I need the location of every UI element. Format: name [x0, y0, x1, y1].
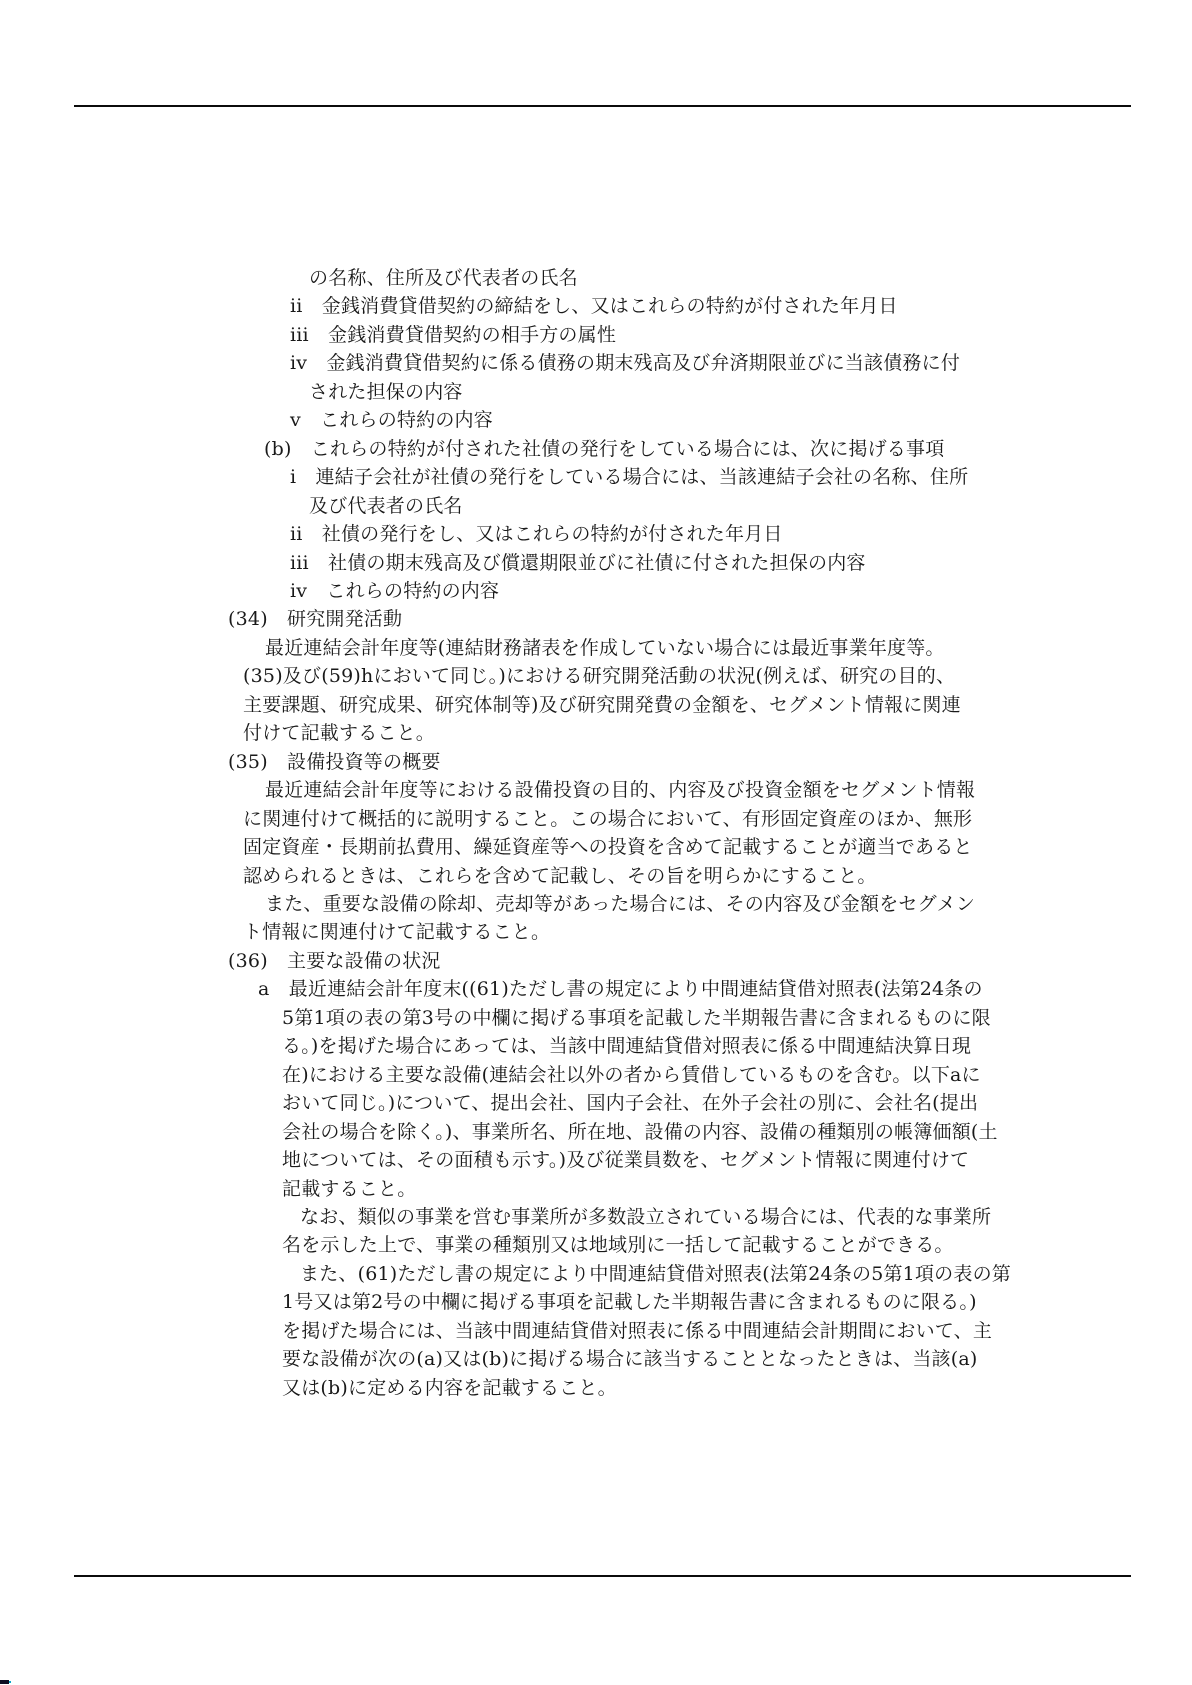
body-text — [74, 264, 1131, 1402]
text-line: 認められるときは、これらを含めて記載し、その旨を明らかにすること。 — [243, 864, 877, 887]
footer-rule — [74, 1575, 1131, 1577]
text-line: 記載すること。 — [282, 1177, 417, 1200]
text-line: を掲げた場合には、当該中間連結貸借対照表に係る中間連結会計期間において、主 — [282, 1319, 993, 1342]
text-line: おいて同じ。)について、提出会社、国内子会社、在外子会社の別に、会社名(提出 — [282, 1092, 979, 1115]
text-line: ii 金銭消費貸借契約の締結をし、又はこれらの特約が付された年月日 — [290, 295, 898, 318]
text-line: なお、類似の事業を営む事業所が多数設立されている場合には、代表的な事業所 — [300, 1205, 992, 1228]
text-line: 及び代表者の氏名 — [309, 494, 463, 517]
section-heading: (36) 主要な設備の状況 — [228, 949, 441, 972]
text-line: 付けて記載すること。 — [243, 722, 436, 745]
text-line: 主要課題、研究成果、研究体制等)及び研究開発費の金額を、セグメント情報に関連 — [243, 693, 961, 716]
text-line: iv これらの特約の内容 — [290, 579, 500, 602]
text-line: 要な設備が次の(a)又は(b)に掲げる場合に該当することとなったときは、当該(a) — [282, 1348, 978, 1371]
section-heading: (35) 設備投資等の概要 — [228, 750, 441, 773]
text-line: 又は(b)に定める内容を記載すること。 — [282, 1376, 617, 1399]
text-line: ト情報に関連付けて記載すること。 — [243, 921, 551, 944]
text-line: 会社の場合を除く。)、事業所名、所在地、設備の内容、設備の種類別の帳簿価額(土 — [282, 1120, 998, 1143]
text-line: 最近連結会計年度等(連結財務諸表を作成していない場合には最近事業年度等。 — [265, 636, 945, 659]
text-line: 5第1項の表の第3号の中欄に掲げる事項を記載した半期報告書に含まれるものに限 — [282, 1006, 991, 1029]
text-line: る。)を掲げた場合にあっては、当該中間連結貸借対照表に係る中間連結決算日現 — [282, 1035, 972, 1058]
text-line: (b) これらの特約が付された社債の発行をしている場合には、次に掲げる事項 — [264, 437, 945, 460]
text-line: また、(61)ただし書の規定により中間連結貸借対照表(法第24条の5第1項の表の第 — [300, 1262, 1011, 1285]
header-rule — [74, 105, 1131, 107]
text-line: a 最近連結会計年度末((61)ただし書の規定により中間連結貸借対照表(法第24条の — [258, 978, 983, 1001]
text-line: の名称、住所及び代表者の氏名 — [309, 267, 578, 289]
text-line: v これらの特約の内容 — [290, 409, 493, 432]
text-line: iii 金銭消費貸借契約の相手方の属性 — [290, 323, 617, 346]
text-line: i 連結子会社が社債の発行をしている場合には、当該連結子会社の名称、住所 — [290, 466, 969, 489]
text-line: 1号又は第2号の中欄に掲げる事項を記載した半期報告書に含まれるものに限る。) — [282, 1291, 977, 1314]
text-line: ii 社債の発行をし、又はこれらの特約が付された年月日 — [290, 523, 783, 546]
text-line: iv 金銭消費貸借契約に係る債務の期末残高及び弁済期限並びに当該債務に付 — [290, 352, 961, 375]
text-line: 固定資産・長期前払費用、繰延資産等への投資を含めて記載することが適当であると — [243, 836, 973, 859]
scan-artifact — [0, 1680, 9, 1684]
text-line: iii 社債の期末残高及び償還期限並びに社債に付された担保の内容 — [290, 551, 866, 574]
text-line: (35)及び(59)hにおいて同じ。)における研究開発活動の状況(例えば、研究の目的、 — [243, 665, 956, 688]
text-line: 最近連結会計年度等における設備投資の目的、内容及び投資金額をセグメント情報 — [265, 779, 976, 802]
text-line: また、重要な設備の除却、売却等があった場合には、その内容及び金額をセグメン — [265, 892, 976, 915]
text-line: 在)における主要な設備(連結会社以外の者から賃借しているものを含む。以下aに — [282, 1063, 981, 1086]
text-line: された担保の内容 — [309, 380, 463, 403]
text-line: に関連付けて概括的に説明すること。この場合において、有形固定資産のほか、無形 — [243, 807, 973, 830]
text-line: 名を示した上で、事業の種類別又は地域別に一括して記載することができる。 — [282, 1234, 954, 1257]
text-line: 地については、その面積も示す。)及び従業員数を、セグメント情報に関連付けて — [282, 1149, 970, 1172]
section-heading: (34) 研究開発活動 — [228, 608, 403, 631]
